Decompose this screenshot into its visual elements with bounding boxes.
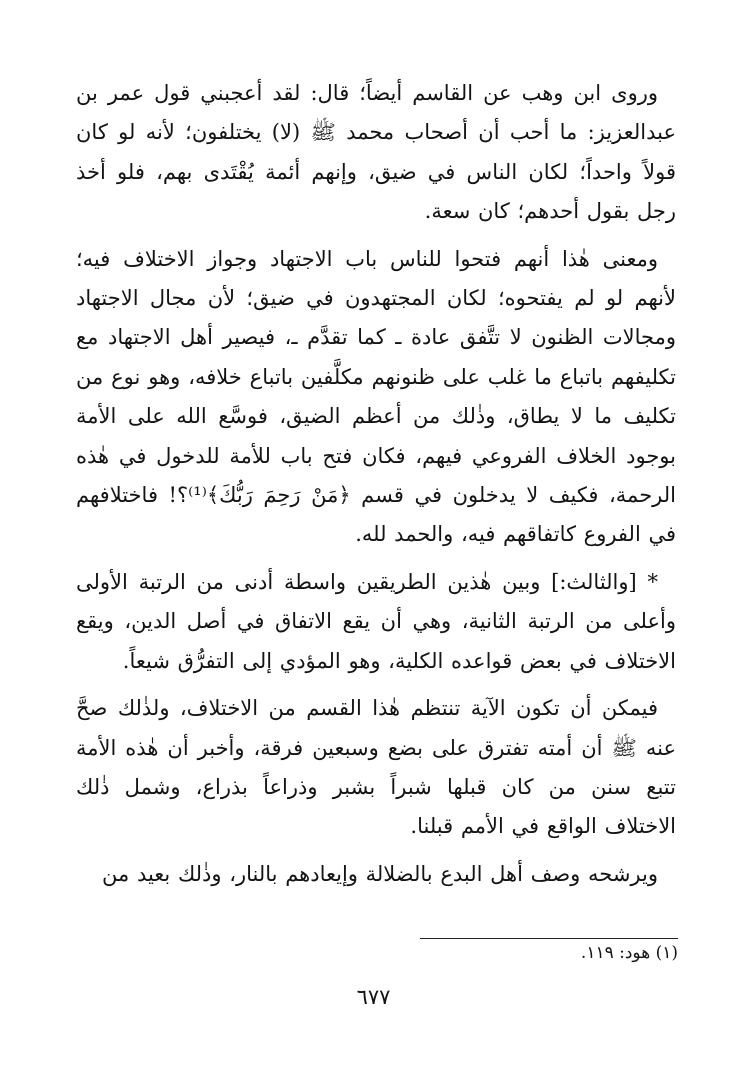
footnote-divider xyxy=(420,938,678,939)
paragraph-ibn-wahb-narration: وروى ابن وهب عن القاسم أيضاً؛ قال: لقد أعجبني قول عمر بن عبدالعزيز: ما أحب أن أصحاب محمد ﷺ (لا) يختلفون؛ لأنه لو كان قولاً واحداً؛ لكان الناس في ضيق، وإنهم أئمة يُقْتَدى بهم، فلو أخذ رجل بقول أحدهم؛ كان سعة. xyxy=(76,81,676,224)
paragraph-verse-interpretation: فيمكن أن تكون الآية تنتظم هٰذا القسم من الاختلاف، ولذٰلك صحَّ عنه ﷺ أن أمته تفترق على بضع وسبعين فرقة، وأخبر أن هٰذه الأمة تتبع سنن من كان قبلها شبراً بشبر وذراعاً بذراع، وشمل ذٰلك الاختلاف الواقع في الأمم قبلنا. xyxy=(76,696,676,839)
paragraph-continuation: ويرشحه وصف أهل البدع بالضلالة وإيعادهم بالنار، وذٰلك بعيد من xyxy=(102,861,658,886)
main-text xyxy=(76,74,676,894)
paragraph-third-category: * [والثالث:] وبين هٰذين الطريقين واسطة أدنى من الرتبة الأولى وأعلى من الرتبة الثانية، وهي أن يقع الاتفاق في أصل الدين، ويقع الاختلاف في بعض قواعده الكلية، وهو المؤدي إلى التفرُّق شيعاً. xyxy=(76,569,676,673)
footnote: (١) هود: ١١٩. xyxy=(580,943,678,963)
paragraph-meaning-of-ijtihad: ومعنى هٰذا أنهم فتحوا للناس باب الاجتهاد وجواز الاختلاف فيه؛ لأنهم لو لم يفتحوه؛ لكان المجتهدون في ضيق؛ لأن مجال الاجتهاد ومجالات الظنون لا تتَّفق عادة ـ كما تقدَّم ـ، فيصير أهل الاجتهاد مع تكليفهم باتباع ما غلب على ظنونهم مكلَّفين باتباع خلافه، وهو نوع من تكليف ما لا يطاق، وذٰلك من أعظم الضيق، فوسَّع الله على الأمة بوجود الخلاف الفروعي فيهم، فكان فتح باب للأمة للدخول في هٰذه الرحمة، فكيف لا يدخلون في قسم ﴿مَنْ رَحِمَ رَبُّكَ﴾⁽¹⁾؟! فاختلافهم في الفروع كاتفاقهم فيه، والحمد لله. xyxy=(76,246,677,547)
page-number: ٦٧٧ xyxy=(356,985,391,1009)
